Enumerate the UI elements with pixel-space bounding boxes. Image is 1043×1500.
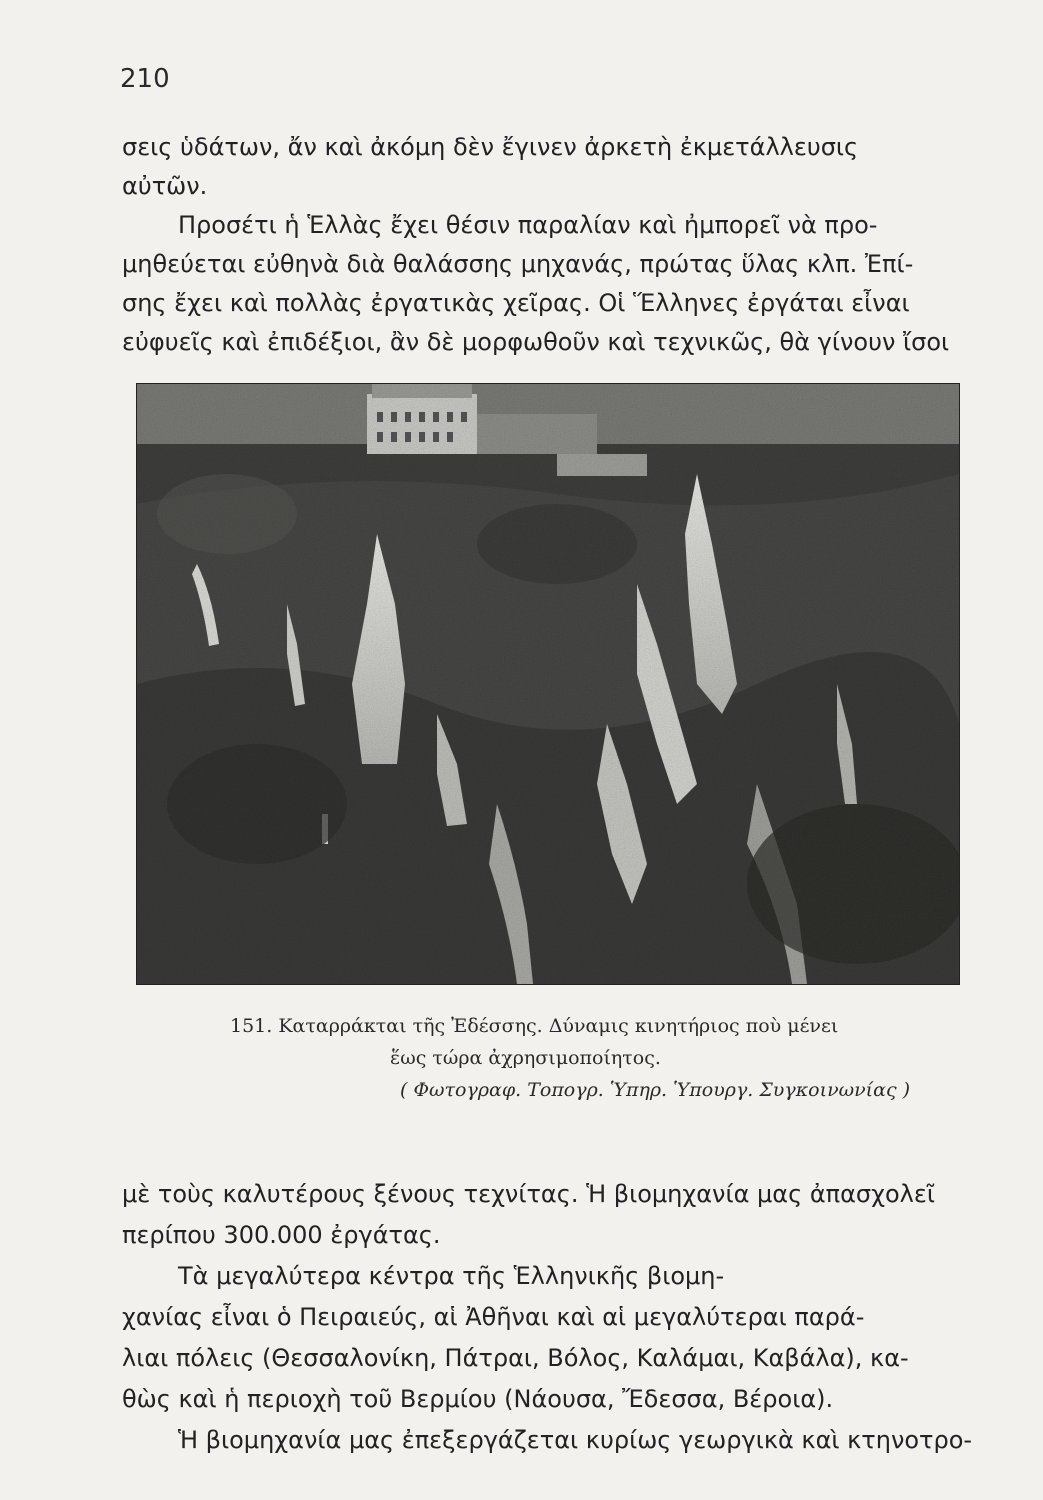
- bottom-paragraph: [122, 1174, 982, 1461]
- text-line: λιαι πόλεις (Θεσσαλονίκη, Πάτραι, Βόλος, Καλάμαι, Καβάλα), κα-: [122, 1344, 909, 1372]
- page-number: 210: [120, 64, 170, 94]
- text-line: Ἡ βιομηχανία μας ἐπεξεργάζεται κυρίως γεωργικὰ καὶ κτηνοτρο-: [178, 1426, 973, 1454]
- caption-continuation: ἕως τώρα ἀχρησιμοποίητος.: [390, 1047, 661, 1069]
- text-line: εὐφυεῖς καὶ ἐπιδέξιοι, ἂν δὲ μορφωθοῦν καὶ τεχνικῶς, θὰ γίνουν ἴσοι: [122, 328, 950, 356]
- text-line: Προσέτι ἡ Ἑλλὰς ἔχει θέσιν παραλίαν καὶ ἠμπορεῖ νὰ προ-: [178, 211, 878, 239]
- waterfalls-photo-image: [137, 384, 959, 984]
- text-line: μὲ τοὺς καλυτέρους ξένους τεχνίτας. Ἡ βιομηχανία μας ἀπασχολεῖ: [122, 1180, 935, 1208]
- text-line: χανίας εἶναι ὁ Πειραιεύς, αἱ Ἀθῆναι καὶ αἱ μεγαλύτεραι παρά-: [122, 1303, 865, 1331]
- text-line: Τὰ μεγαλύτερα κέντρα τῆς Ἑλληνικῆς βιομη-: [178, 1262, 725, 1290]
- text-line: μηθεύεται εὐθηνὰ διὰ θαλάσσης μηχανάς, πρώτας ὕλας κλπ. Ἐπί-: [122, 250, 914, 278]
- figure-caption: [230, 1010, 990, 1106]
- text-line: περίπου 300.000 ἐργάτας.: [122, 1221, 441, 1249]
- text-line: θὼς καὶ ἡ περιοχὴ τοῦ Βερμίου (Νάουσα, Ἔδεσσα, Βέροια).: [122, 1385, 834, 1413]
- text-line: αὐτῶν.: [122, 172, 208, 200]
- text-line: σης ἔχει καὶ πολλὰς ἐργατικὰς χεῖρας. Οἱ Ἕλληνες ἐργάται εἶναι: [122, 289, 910, 317]
- text-line: σεις ὑδάτων, ἄν καὶ ἀκόμη δὲν ἔγινεν ἀρκετὴ ἐκμετάλλευσις: [122, 133, 859, 161]
- top-paragraph: [122, 128, 982, 362]
- caption-credit: ( Φωτογραφ. Τοπογρ. Ὑπηρ. Ὑπουργ. Συγκοινωνίας ): [400, 1079, 911, 1101]
- caption-title: 151. Καταρράκται τῆς Ἐδέσσης. Δύναμις κινητήριος ποὺ μένει: [230, 1015, 839, 1037]
- waterfalls-photo: [136, 383, 960, 985]
